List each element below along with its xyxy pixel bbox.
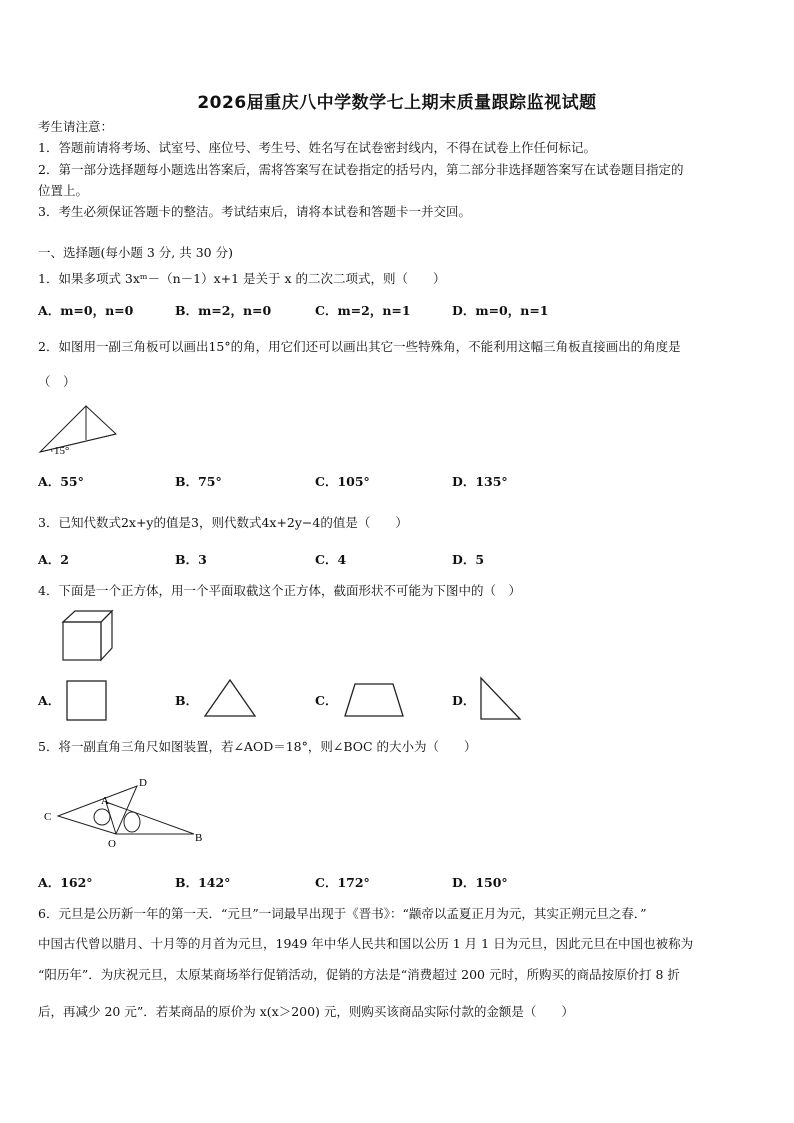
notice-item-2: 2．第一部分选择题每小题选出答案后，需将答案写在试卷指定的括号内，第二部分非选择题答案写在试卷题目指定的 [38, 162, 684, 177]
question-5-option-c[interactable]: C．172° [315, 875, 370, 890]
question-4-option-d[interactable]: D． [452, 693, 476, 708]
question-4-option-a[interactable]: A． [38, 693, 61, 708]
question-3-option-d[interactable]: D．5 [452, 552, 485, 567]
question-6-line-4: 后，再减少 20 元”．若某商品的原价为 x(x＞200) 元，则购买该商品实际付款的金额是（ ） [38, 1004, 574, 1019]
question-4-trapezoid-shape[interactable] [343, 682, 405, 718]
question-2-option-a[interactable]: A．55° [38, 474, 84, 489]
question-6-line-3: “阳历年”．为庆祝元旦，太原某商场举行促销活动，促销的方法是“消费超过 200 元时，所购买的商品按原价打 8 折 [38, 967, 680, 982]
question-5-stem: 5．将一副直角三角尺如图装置，若∠AOD＝18°，则∠BOC 的大小为（ ） [38, 739, 477, 754]
question-5-set-square-figure [42, 774, 212, 854]
question-4-right-triangle-shape[interactable] [477, 676, 523, 722]
question-2-stem: 2．如图用一副三角板可以画出15°的角，用它们还可以画出其它一些特殊角，不能利用这幅三角板直接画出的角度是 [38, 339, 681, 354]
question-6-line-2: 中国古代曾以腊月、十月等的月首为元旦，1949 年中华人民共和国以公历 1 月 1 日为元旦，因此元旦在中国也被称为 [38, 936, 694, 951]
question-2-triangle-figure [38, 402, 118, 458]
question-1-option-c[interactable]: C．m=2，n=1 [315, 303, 411, 318]
notice-heading: 考生请注意： [38, 119, 114, 134]
question-2-option-c[interactable]: C．105° [315, 474, 370, 489]
question-3-stem: 3．已知代数式2x+y的值是3，则代数式4x+2y−4的值是（ ） [38, 515, 408, 530]
question-5-label-b: B [195, 832, 203, 844]
question-4-cube-figure [62, 610, 114, 662]
question-2-option-d[interactable]: D．135° [452, 474, 508, 489]
question-2-option-b[interactable]: B．75° [175, 474, 222, 489]
section-heading: 一、选择题(每小题 3 分, 共 30 分) [38, 245, 233, 260]
question-3-option-c[interactable]: C．4 [315, 552, 347, 567]
question-5-option-a[interactable]: A．162° [38, 875, 93, 890]
question-2-angle-label: 15° [54, 445, 70, 457]
question-4-stem: 4．下面是一个正方体，用一个平面取截这个正方体，截面形状不可能为下图中的（ ） [38, 583, 521, 598]
question-4-triangle-shape[interactable] [203, 678, 257, 718]
question-6-line-1: 6．元旦是公历新一年的第一天．“元旦”一词最早出现于《晋书》：“颛帝以孟夏正月为元，其实正朔元旦之春．” [38, 906, 647, 921]
notice-item-3: 3．考生必须保证答题卡的整洁。考试结束后，请将本试卷和答题卡一并交回。 [38, 204, 471, 219]
question-3-option-b[interactable]: B．3 [175, 552, 207, 567]
question-5-option-b[interactable]: B．142° [175, 875, 231, 890]
question-5-label-o: O [108, 838, 116, 850]
notice-item-2-cont: 位置上。 [38, 183, 89, 198]
question-5-label-d: D [139, 777, 147, 789]
question-5-label-c: C [44, 811, 52, 823]
page-title: 2026届重庆八中学数学七上期末质量跟踪监视试题 [197, 93, 597, 113]
question-4-option-c[interactable]: C． [315, 693, 338, 708]
question-4-option-b[interactable]: B． [175, 693, 199, 708]
question-2-stem-cont: （ ） [38, 374, 76, 389]
question-3-option-a[interactable]: A．2 [38, 552, 69, 567]
question-1-option-d[interactable]: D．m=0，n=1 [452, 303, 549, 318]
question-5-label-a: A [101, 795, 109, 807]
notice-item-1: 1．答题前请将考场、试室号、座位号、考生号、姓名写在试卷密封线内，不得在试卷上作任何标记。 [38, 140, 596, 155]
question-1-option-b[interactable]: B．m=2，n=0 [175, 303, 272, 318]
question-1-option-a[interactable]: A．m=0，n=0 [38, 303, 134, 318]
question-4-square-shape[interactable] [66, 680, 108, 722]
question-5-option-d[interactable]: D．150° [452, 875, 508, 890]
question-1-stem: 1．如果多项式 3xᵐ－（n－1）x+1 是关于 x 的二次二项式，则（ ） [38, 271, 446, 286]
